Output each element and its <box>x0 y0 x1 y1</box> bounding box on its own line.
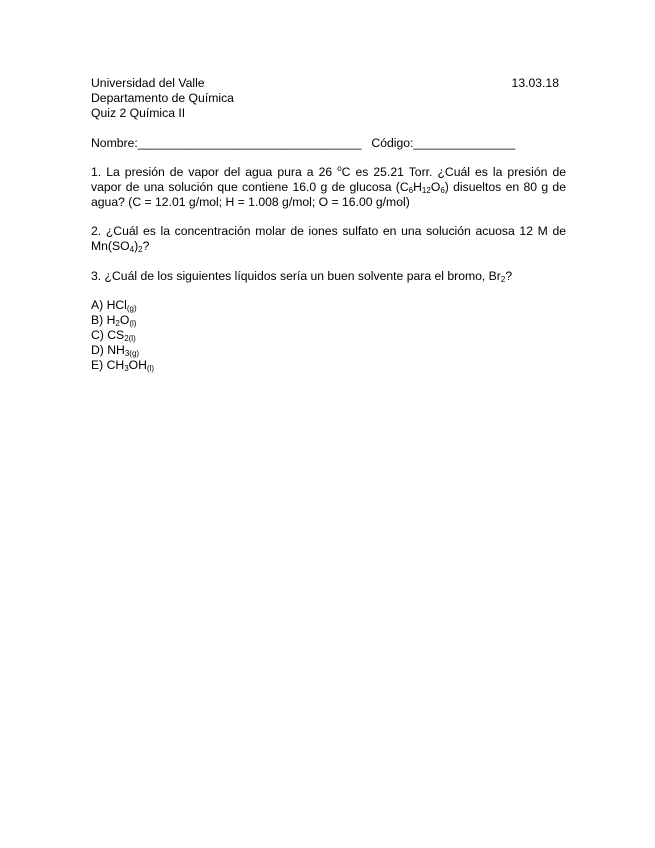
student-info-row <box>91 136 515 151</box>
question-1 <box>91 165 566 210</box>
option-c: C) $CS_{2(l)}$ <box>91 328 136 343</box>
codigo-field: Código:_______________ <box>371 136 516 150</box>
option-e: E) $CH_3OH_{(l)}$ <box>91 358 155 373</box>
option-d: D) $NH_{3(g)}$ <box>91 343 140 358</box>
question-2-text: 2. ¿Cuál es la concentración molar de iones sulfato en una solución acuosa 12 M de $Mn(SO_4)_2$? <box>91 224 566 254</box>
department-name: Departamento de Química <box>91 91 234 105</box>
quiz-title: Quiz 2 Química II <box>91 106 186 120</box>
document-header <box>91 76 559 121</box>
question-1-text: 1. La presión de vapor del agua pura a 26 $^o$C es 25.21 Torr. ¿Cuál es la presión de vapor de una solución que contiene 16.0 g de glucosa $(C_6H_{12}O_6)$ disueltos en 80 g de agua? (C = 12.01 g/mol; H = 1.008 g/mol; O = 16.00 g/mol) <box>91 164 566 209</box>
university-name: Universidad del Valle <box>91 76 205 90</box>
answer-options <box>91 298 154 373</box>
question-3 <box>91 269 566 284</box>
question-2 <box>91 224 566 254</box>
option-a: A) HCl$_{(g)}$ <box>91 298 137 313</box>
question-3-text: 3. ¿Cuál de los siguientes líquidos sería un buen solvente para el bromo, $Br_2$? <box>91 269 513 284</box>
option-b: B) $H_2O_{(l)}$ <box>91 313 137 328</box>
nombre-field: Nombre:_________________________________ <box>91 136 362 150</box>
quiz-date: 13.03.18 <box>511 76 559 90</box>
